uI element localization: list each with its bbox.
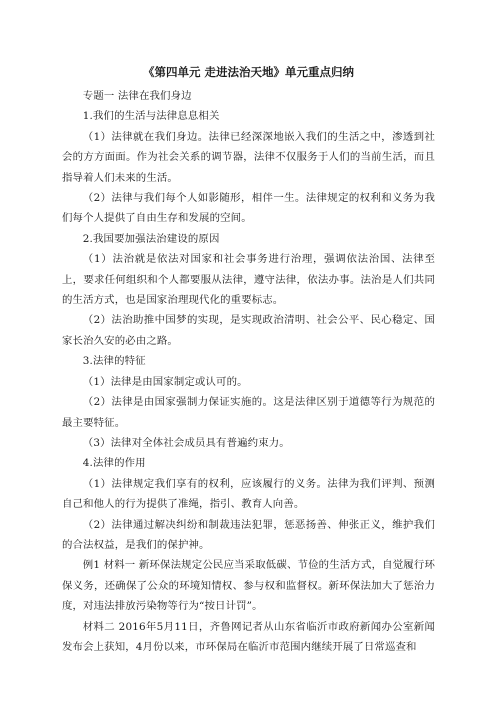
subsection-heading: 4.法律的作用 <box>82 457 146 470</box>
subsection-heading: 3.法律的特征 <box>82 355 146 368</box>
example-paragraph: 例1 材料一 新环保法规定公民应当采取低碳、节俭的生活方式，自觉履行环保义务，还确保了公众的环境知情权、参与权和监督权。新环保法加大了惩治力度，对违法排放污染物等行为“按日计罚”。 <box>62 559 435 613</box>
body-paragraph: （2）法律通过解决纠纷和制裁违法犯罪，惩恶扬善、伸张正义，维护我们的合法权益，是我们的保护神。 <box>62 518 435 551</box>
body-paragraph: （1）法律就在我们身边。法律已经深深地嵌入我们的生活之中，渗透到社会的方方面面。作为社会关系的调节器，法律不仅服务于人们的当前生活，而且指导着人们未来的生活。 <box>62 130 435 184</box>
material-paragraph: 材料二 2016年5月11日，齐鲁网记者从山东省临沂市政府新闻办公室新闻发布会上获知，4月份以来，市环保局在临沂市范围内继续开展了日常巡查和 <box>62 620 435 653</box>
section-heading: 专题一 法律在我们身边 <box>82 90 192 102</box>
subsection-heading: 1.我们的生活与法律息息相关 <box>82 110 220 123</box>
body-paragraph: （2）法治助推中国梦的实现，是实现政治清明、社会公平、民心稳定、国家长治久安的必由之路。 <box>62 314 435 347</box>
document-title: 《第四单元 走进法治天地》单元重点归纳 <box>142 65 354 79</box>
body-paragraph: （2）法律是由国家强制力保证实施的。这是法律区别于道德等行为规范的最主要特征。 <box>62 396 435 429</box>
body-paragraph: （1）法律是由国家制定或认可的。 <box>82 375 248 388</box>
body-paragraph: （2）法律与我们每个人如影随形，相伴一生。法律规定的权利和义务为我们每个人提供了自由生存和发展的空间。 <box>62 192 435 225</box>
body-paragraph: （1）法治就是依法对国家和社会事务进行治理，强调依法治国、法律至上，要求任何组织和个人都要服从法律，遵守法律，依法办事。法治是人们共同的生活方式，也是国家治理现代化的重要标志。 <box>62 253 435 307</box>
body-paragraph: （3）法律对全体社会成员具有普遍约束力。 <box>82 436 290 449</box>
body-paragraph: （1）法律规定我们享有的权利，应该履行的义务。法律为我们评判、预测自己和他人的行为提供了准绳，指引、教育人向善。 <box>62 477 435 511</box>
subsection-heading: 2.我国要加强法治建设的原因 <box>82 232 220 245</box>
